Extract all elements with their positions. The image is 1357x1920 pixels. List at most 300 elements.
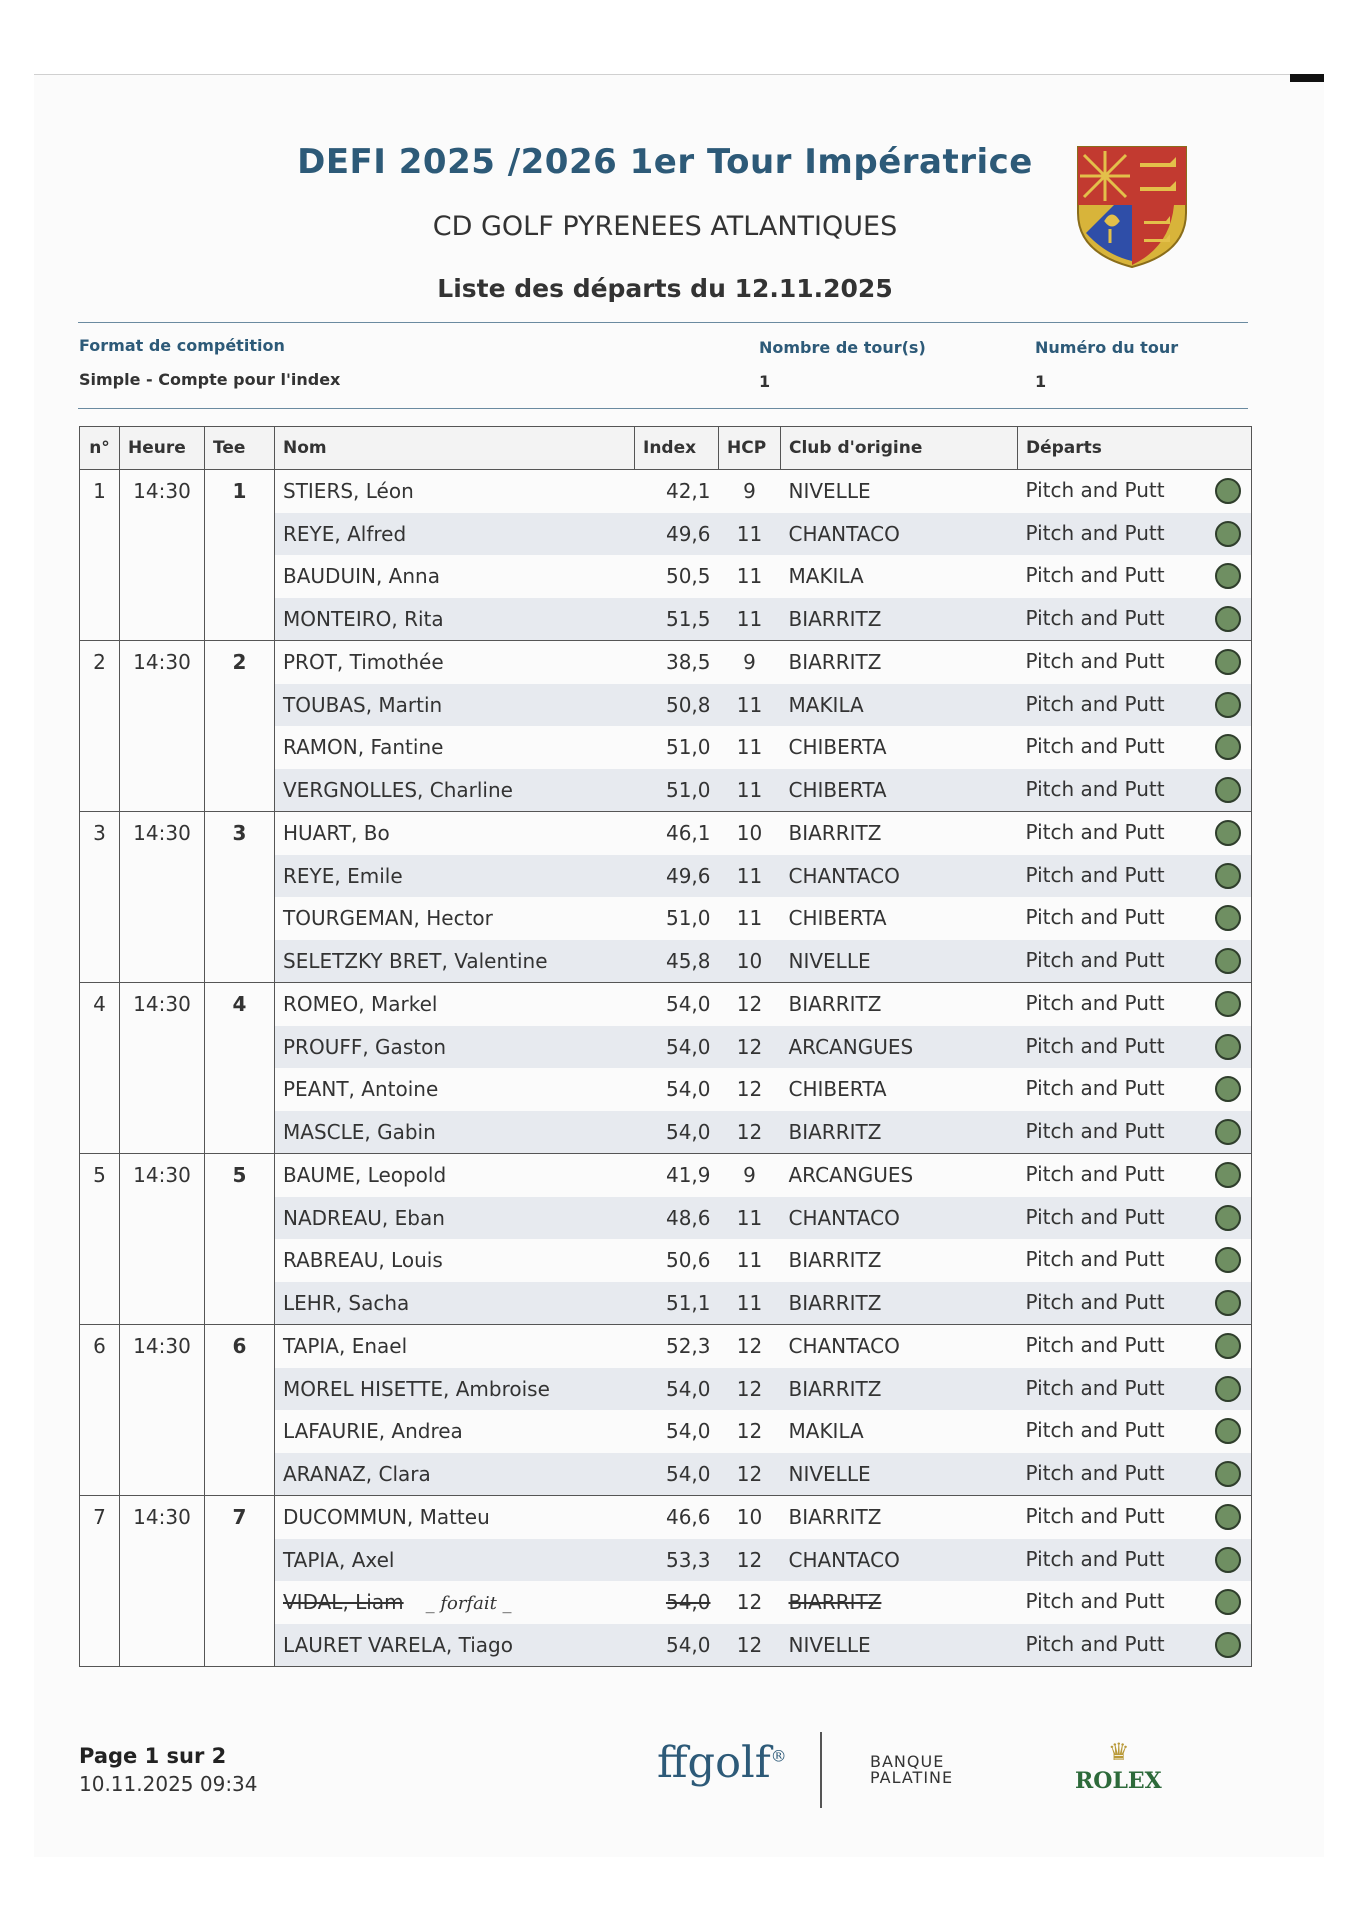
player-hcp-cell (719, 1239, 781, 1282)
player-depart: Pitch and Putt (1025, 1247, 1165, 1272)
player-index-cell (635, 1026, 719, 1069)
player-depart: Pitch and Putt (1025, 1333, 1165, 1358)
status-dot-icon (1215, 1205, 1241, 1231)
footer-separator (820, 1732, 822, 1808)
player-index: 54,0 (665, 1419, 711, 1444)
player-club-cell (781, 1581, 1018, 1624)
player-index: 51,0 (665, 735, 711, 760)
player-name: MONTEIRO, Rita (283, 606, 444, 631)
player-club: NIVELLE (788, 948, 871, 973)
player-depart-cell (1018, 555, 1252, 598)
player-depart-cell (1018, 1282, 1252, 1325)
status-dot-icon (1215, 1632, 1241, 1658)
player-name: ARANAZ, Clara (283, 1461, 431, 1486)
status-dot-icon (1215, 820, 1241, 846)
status-dot-icon (1215, 1418, 1241, 1444)
player-club-cell (781, 1496, 1018, 1539)
status-dot-icon (1215, 1547, 1241, 1573)
player-name-cell (275, 1239, 635, 1282)
player-name: LEHR, Sacha (283, 1290, 410, 1315)
player-index-cell (635, 897, 719, 940)
crown-icon: ♛ (1108, 1738, 1130, 1766)
player-depart-cell (1018, 1026, 1252, 1069)
player-depart: Pitch and Putt (1025, 862, 1165, 887)
table-header-row (80, 427, 1252, 470)
player-depart: Pitch and Putt (1025, 1504, 1165, 1529)
player-hcp-cell (719, 1325, 781, 1368)
player-name: BAUDUIN, Anna (283, 564, 440, 589)
player-club-cell (781, 1068, 1018, 1111)
player-hcp: 10 (736, 821, 763, 846)
player-club-cell (781, 1111, 1018, 1154)
group-tee: 3 (205, 812, 275, 983)
status-dot-icon (1215, 905, 1241, 931)
table-row (80, 1496, 1252, 1539)
player-index-cell (635, 1453, 719, 1496)
start-list-table (79, 426, 1252, 1667)
player-depart: Pitch and Putt (1025, 1204, 1165, 1229)
player-club-cell (781, 855, 1018, 898)
status-dot-icon (1215, 1076, 1241, 1102)
player-name: HUART, Bo (283, 821, 390, 846)
status-dot-icon (1215, 606, 1241, 632)
player-depart: Pitch and Putt (1025, 991, 1165, 1016)
player-hcp: 12 (736, 1419, 763, 1444)
status-dot-icon (1215, 1504, 1241, 1530)
divider (78, 408, 1248, 409)
player-club-cell (781, 513, 1018, 556)
table-row (80, 1325, 1252, 1368)
player-hcp-cell (719, 726, 781, 769)
group-time: 14:30 (120, 1154, 205, 1325)
player-name: TOUBAS, Martin (283, 692, 443, 717)
player-depart-cell (1018, 1239, 1252, 1282)
player-club-cell (781, 598, 1018, 641)
scan-edge-mark (1290, 74, 1324, 82)
player-index-cell (635, 684, 719, 727)
player-depart-cell (1018, 812, 1252, 855)
player-club: BIARRITZ (788, 992, 882, 1017)
group-number: 5 (80, 1154, 120, 1325)
player-club: NIVELLE (788, 1632, 871, 1657)
player-depart-cell (1018, 1581, 1252, 1624)
player-depart-cell (1018, 684, 1252, 727)
player-club-cell (781, 897, 1018, 940)
player-name: PROUFF, Gaston (283, 1034, 446, 1059)
group-time: 14:30 (120, 812, 205, 983)
player-club-cell (781, 641, 1018, 684)
player-depart: Pitch and Putt (1025, 1033, 1165, 1058)
player-name-cell (275, 1453, 635, 1496)
status-dot-icon (1215, 1119, 1241, 1145)
player-index: 54,0 (665, 1376, 711, 1401)
player-depart-cell (1018, 513, 1252, 556)
player-hcp: 12 (736, 1077, 763, 1102)
player-hcp-cell (719, 1624, 781, 1667)
player-depart-cell (1018, 1154, 1252, 1197)
player-club-cell (781, 983, 1018, 1026)
list-title: Liste des départs du 12.11.2025 (437, 274, 893, 303)
player-depart: Pitch and Putt (1025, 1589, 1165, 1614)
player-name: REYE, Emile (283, 863, 403, 888)
group-time: 14:30 (120, 641, 205, 812)
player-name-cell (275, 1325, 635, 1368)
ffgolf-text: ffgolf (657, 1738, 771, 1788)
player-name: MASCLE, Gabin (283, 1119, 436, 1144)
player-name-cell (275, 1154, 635, 1197)
player-club: BIARRITZ (788, 1119, 882, 1144)
player-depart-cell (1018, 769, 1252, 812)
player-club-cell (781, 1325, 1018, 1368)
col-header-tee: Tee (205, 427, 275, 470)
player-name: RABREAU, Louis (283, 1248, 443, 1273)
player-depart: Pitch and Putt (1025, 1631, 1165, 1656)
player-hcp-cell (719, 1539, 781, 1582)
player-index: 52,3 (665, 1334, 711, 1359)
player-name-cell (275, 513, 635, 556)
player-hcp-cell (719, 897, 781, 940)
player-club-cell (781, 470, 1018, 513)
player-name-cell (275, 598, 635, 641)
rounds-label: Nombre de tour(s) (759, 338, 926, 357)
format-value: Simple - Compte pour l'index (79, 370, 341, 389)
player-depart-cell (1018, 1111, 1252, 1154)
player-depart-cell (1018, 1496, 1252, 1539)
player-depart: Pitch and Putt (1025, 905, 1165, 930)
player-index: 50,5 (665, 564, 711, 589)
player-depart-cell (1018, 470, 1252, 513)
col-header-departs: Départs (1018, 427, 1252, 470)
player-hcp: 12 (736, 1632, 763, 1657)
player-index-cell (635, 1239, 719, 1282)
player-index-cell (635, 1496, 719, 1539)
player-club-cell (781, 1368, 1018, 1411)
player-club: NIVELLE (788, 479, 871, 504)
format-label: Format de compétition (79, 336, 285, 355)
col-header-index: Index (635, 427, 719, 470)
player-club: CHANTACO (788, 1547, 900, 1572)
player-index: 50,8 (665, 692, 711, 717)
player-name-cell (275, 1026, 635, 1069)
player-hcp: 12 (736, 1376, 763, 1401)
group-tee: 7 (205, 1496, 275, 1667)
rounds-value: 1 (759, 372, 771, 391)
group-number: 4 (80, 983, 120, 1154)
player-index: 45,8 (665, 948, 711, 973)
page-title: DEFI 2025 /2026 1er Tour Impératrice (297, 142, 1033, 182)
player-club: MAKILA (788, 692, 864, 717)
col-header-heure: Heure (120, 427, 205, 470)
player-index: 42,1 (665, 479, 711, 504)
player-club: CHANTACO (788, 1205, 900, 1230)
player-hcp: 9 (743, 650, 756, 675)
player-name: RAMON, Fantine (283, 735, 444, 760)
status-dot-icon (1215, 1247, 1241, 1273)
player-name: LAFAURIE, Andrea (283, 1419, 463, 1444)
player-name-cell (275, 641, 635, 684)
player-club: ARCANGUES (788, 1034, 914, 1059)
group-tee: 5 (205, 1154, 275, 1325)
status-dot-icon (1215, 692, 1241, 718)
player-hcp-cell (719, 470, 781, 513)
col-header-club: Club d'origine (781, 427, 1018, 470)
player-depart: Pitch and Putt (1025, 563, 1165, 588)
player-hcp: 12 (736, 1334, 763, 1359)
player-depart-cell (1018, 897, 1252, 940)
group-time: 14:30 (120, 983, 205, 1154)
player-name-cell (275, 726, 635, 769)
player-hcp-cell (719, 1282, 781, 1325)
player-hcp-cell (719, 1496, 781, 1539)
player-club-cell (781, 1624, 1018, 1667)
table-row (80, 1154, 1252, 1197)
player-index: 49,6 (665, 863, 711, 888)
player-hcp: 10 (736, 948, 763, 973)
player-depart-cell (1018, 1453, 1252, 1496)
player-club: MAKILA (788, 564, 864, 589)
player-name-cell (275, 1410, 635, 1453)
player-depart: Pitch and Putt (1025, 649, 1165, 674)
palatine-text: PALATINE (870, 1768, 954, 1787)
player-index: 46,1 (665, 821, 711, 846)
table-row (80, 812, 1252, 855)
status-dot-icon (1215, 1162, 1241, 1188)
player-index: 46,6 (665, 1505, 711, 1530)
player-name: VERGNOLLES, Charline (283, 777, 513, 802)
player-name-cell (275, 1581, 635, 1624)
player-index-cell (635, 1154, 719, 1197)
player-depart: Pitch and Putt (1025, 734, 1165, 759)
player-name: PROT, Timothée (283, 650, 444, 675)
player-index-cell (635, 1581, 719, 1624)
player-depart-cell (1018, 1539, 1252, 1582)
player-hcp-cell (719, 940, 781, 983)
player-name-cell (275, 855, 635, 898)
player-hcp-cell (719, 1197, 781, 1240)
handwritten-note: _ forfait _ (425, 1593, 512, 1615)
player-name-cell (275, 769, 635, 812)
player-club: BIARRITZ (788, 821, 882, 846)
player-hcp: 11 (736, 521, 763, 546)
player-index: 50,6 (665, 1248, 711, 1273)
player-hcp: 12 (736, 1590, 763, 1615)
player-depart-cell (1018, 1624, 1252, 1667)
group-number: 3 (80, 812, 120, 983)
status-dot-icon (1215, 1034, 1241, 1060)
player-index-cell (635, 769, 719, 812)
player-depart-cell (1018, 1325, 1252, 1368)
player-club: BIARRITZ (788, 1290, 882, 1315)
player-hcp-cell (719, 1368, 781, 1411)
player-index-cell (635, 641, 719, 684)
player-name-cell (275, 555, 635, 598)
player-depart: Pitch and Putt (1025, 1375, 1165, 1400)
round-number-label: Numéro du tour (1035, 338, 1179, 357)
player-depart: Pitch and Putt (1025, 1460, 1165, 1485)
ffgolf-logo (657, 1738, 787, 1788)
player-depart-cell (1018, 940, 1252, 983)
player-index-cell (635, 555, 719, 598)
player-club: CHIBERTA (788, 1077, 887, 1102)
player-club: CHANTACO (788, 863, 900, 888)
player-index-cell (635, 1368, 719, 1411)
player-name-cell (275, 684, 635, 727)
player-index-cell (635, 983, 719, 1026)
player-name: VIDAL, Liam (283, 1590, 404, 1615)
registered-icon: ® (770, 1746, 787, 1766)
player-hcp-cell (719, 1111, 781, 1154)
player-index: 54,0 (665, 1119, 711, 1144)
player-hcp: 12 (736, 1547, 763, 1572)
player-name: STIERS, Léon (283, 479, 414, 504)
status-dot-icon (1215, 734, 1241, 760)
player-hcp: 10 (736, 1505, 763, 1530)
status-dot-icon (1215, 521, 1241, 547)
player-name: TAPIA, Axel (283, 1547, 395, 1572)
player-depart-cell (1018, 598, 1252, 641)
group-tee: 2 (205, 641, 275, 812)
player-index-cell (635, 1624, 719, 1667)
player-name: TAPIA, Enael (283, 1334, 408, 1359)
player-hcp: 11 (736, 1248, 763, 1273)
player-index: 49,6 (665, 521, 711, 546)
player-depart-cell (1018, 1410, 1252, 1453)
player-hcp-cell (719, 983, 781, 1026)
status-dot-icon (1215, 563, 1241, 589)
page-number: Page 1 sur 2 (79, 1744, 227, 1768)
player-hcp: 12 (736, 1119, 763, 1144)
player-index-cell (635, 1111, 719, 1154)
player-club-cell (781, 1239, 1018, 1282)
player-index-cell (635, 598, 719, 641)
player-depart-cell (1018, 726, 1252, 769)
player-name-cell (275, 1282, 635, 1325)
player-hcp: 9 (743, 1163, 756, 1188)
coat-of-arms-icon (1074, 143, 1190, 271)
player-club: CHIBERTA (788, 735, 887, 760)
player-index-cell (635, 1539, 719, 1582)
player-name: ROMEO, Markel (283, 992, 438, 1017)
player-depart: Pitch and Putt (1025, 1076, 1165, 1101)
col-header-n: n° (80, 427, 120, 470)
player-hcp-cell (719, 1068, 781, 1111)
player-depart: Pitch and Putt (1025, 776, 1165, 801)
player-depart-cell (1018, 1368, 1252, 1411)
group-number: 2 (80, 641, 120, 812)
player-club: BIARRITZ (788, 1590, 882, 1615)
player-hcp: 11 (736, 1205, 763, 1230)
player-name: BAUME, Leopold (283, 1163, 447, 1188)
player-name-cell (275, 812, 635, 855)
player-name-cell (275, 1539, 635, 1582)
player-index: 51,0 (665, 906, 711, 931)
status-dot-icon (1215, 1290, 1241, 1316)
player-name-cell (275, 1624, 635, 1667)
player-depart: Pitch and Putt (1025, 820, 1165, 845)
player-name-cell (275, 1496, 635, 1539)
status-dot-icon (1215, 1333, 1241, 1359)
player-index-cell (635, 470, 719, 513)
player-club-cell (781, 684, 1018, 727)
player-hcp-cell (719, 812, 781, 855)
group-time: 14:30 (120, 470, 205, 641)
player-club: NIVELLE (788, 1461, 871, 1486)
player-club: MAKILA (788, 1419, 864, 1444)
player-index: 54,0 (665, 1077, 711, 1102)
player-club-cell (781, 1154, 1018, 1197)
player-depart-cell (1018, 855, 1252, 898)
player-name: MOREL HISETTE, Ambroise (283, 1376, 550, 1401)
player-index-cell (635, 1197, 719, 1240)
player-name: TOURGEMAN, Hector (283, 906, 493, 931)
player-index-cell (635, 1282, 719, 1325)
player-hcp-cell (719, 769, 781, 812)
player-club: BIARRITZ (788, 606, 882, 631)
player-club-cell (781, 726, 1018, 769)
player-club: CHANTACO (788, 521, 900, 546)
player-depart: Pitch and Putt (1025, 947, 1165, 972)
player-club: CHIBERTA (788, 777, 887, 802)
player-club: BIARRITZ (788, 1505, 882, 1530)
player-index: 51,5 (665, 606, 711, 631)
player-hcp: 11 (736, 777, 763, 802)
player-club-cell (781, 1453, 1018, 1496)
player-depart-cell (1018, 1068, 1252, 1111)
player-hcp: 11 (736, 606, 763, 631)
status-dot-icon (1215, 1589, 1241, 1615)
player-index: 54,0 (665, 992, 711, 1017)
divider (78, 322, 1248, 323)
group-number: 1 (80, 470, 120, 641)
player-name: LAURET VARELA, Tiago (283, 1632, 513, 1657)
player-depart: Pitch and Putt (1025, 1118, 1165, 1143)
player-hcp-cell (719, 1154, 781, 1197)
player-club-cell (781, 1410, 1018, 1453)
player-club-cell (781, 769, 1018, 812)
player-index: 54,0 (665, 1461, 711, 1486)
player-hcp-cell (719, 598, 781, 641)
player-name: SELETZKY BRET, Valentine (283, 948, 548, 973)
player-hcp-cell (719, 1026, 781, 1069)
player-depart-cell (1018, 641, 1252, 684)
player-name-cell (275, 983, 635, 1026)
player-index: 51,0 (665, 777, 711, 802)
player-club-cell (781, 812, 1018, 855)
player-hcp-cell (719, 641, 781, 684)
group-tee: 4 (205, 983, 275, 1154)
player-index: 51,1 (665, 1290, 711, 1315)
player-index-cell (635, 812, 719, 855)
player-hcp: 11 (736, 692, 763, 717)
player-hcp-cell (719, 555, 781, 598)
banque-text: BANQUE (870, 1752, 945, 1771)
player-hcp: 12 (736, 992, 763, 1017)
player-name-cell (275, 1111, 635, 1154)
player-depart: Pitch and Putt (1025, 691, 1165, 716)
table-row (80, 470, 1252, 513)
player-index-cell (635, 1325, 719, 1368)
player-name-cell (275, 897, 635, 940)
player-club-cell (781, 1197, 1018, 1240)
player-club-cell (781, 1539, 1018, 1582)
group-number: 6 (80, 1325, 120, 1496)
group-time: 14:30 (120, 1325, 205, 1496)
player-depart: Pitch and Putt (1025, 478, 1165, 503)
table-row (80, 983, 1252, 1026)
player-hcp-cell (719, 855, 781, 898)
player-name-cell (275, 1068, 635, 1111)
player-index-cell (635, 726, 719, 769)
